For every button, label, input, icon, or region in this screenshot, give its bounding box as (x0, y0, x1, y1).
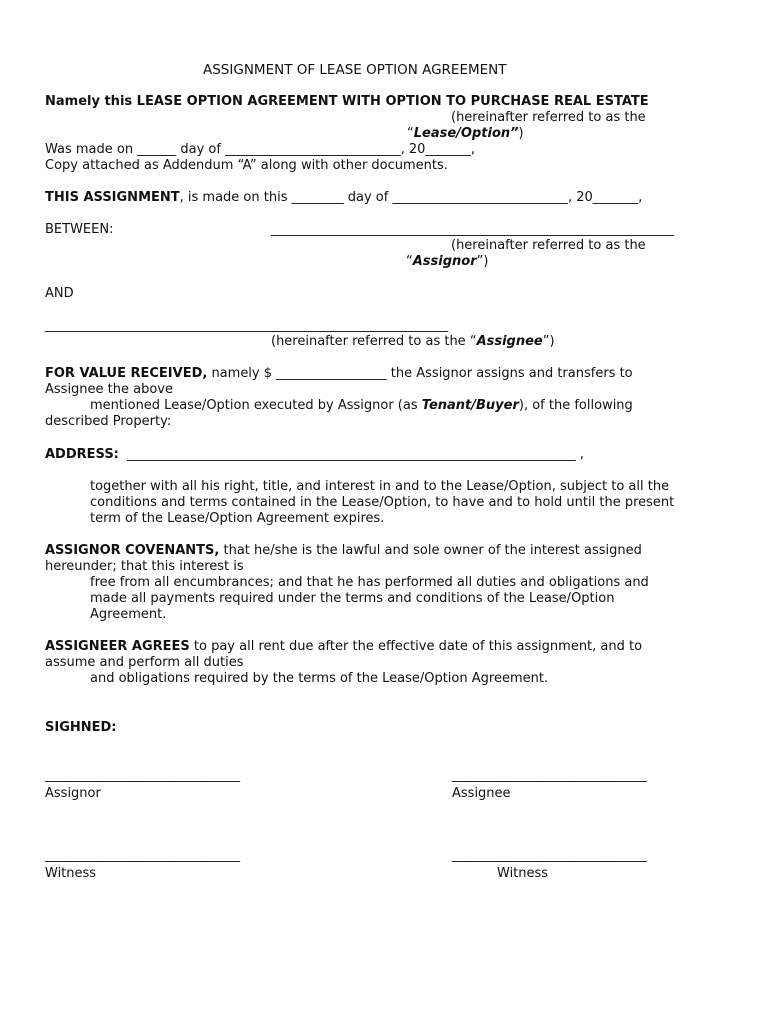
intro-lead: Namely this LEASE OPTION AGREEMENT WITH OPTION TO PURCHASE REAL ESTATE (45, 94, 649, 109)
assignor-signature-line: ______________________________ (45, 768, 240, 783)
together-line: term of the Lease/Option Agreement expires. (90, 511, 385, 526)
assignee-term: Assignee (476, 334, 543, 349)
assignment-line (45, 190, 642, 206)
between-label: BETWEEN: (45, 222, 114, 237)
witness-right-signature-line: ______________________________ (452, 848, 647, 863)
value-received-line-1 (45, 366, 633, 382)
and-label: AND (45, 286, 74, 301)
address-blank: _____________________________________________________________________ , (118, 447, 584, 462)
between-blank: ______________________________________________________________ (271, 222, 674, 237)
open-quote: “ (406, 254, 413, 269)
covenants-text: that he/she is the lawful and sole owner of the interest assigned (219, 543, 642, 558)
assignment-text: , is made on this ________ day of ___________________________, 20_______, (179, 190, 643, 205)
assignor-term: Assignor (412, 254, 477, 269)
value-received-line-2: Assignee the above (45, 382, 174, 397)
witness-left-signature-line: ______________________________ (45, 848, 240, 863)
address-label: ADDRESS: (45, 447, 119, 462)
witness-left-label: Witness (45, 866, 97, 881)
covenants-line-2: hereunder; that this interest is (45, 559, 244, 574)
assignor-signature-label: Assignor (45, 786, 101, 801)
intro-made-on: Was made on ______ day of ___________________________, 20_______, (45, 142, 476, 157)
assignee-blank: ______________________________________________________________ (45, 318, 448, 333)
assignee-term-line (271, 334, 555, 350)
value-received-text-3b: ), of the following (518, 398, 633, 413)
assignor-term-line (406, 254, 488, 270)
covenants-line-5: Agreement. (90, 607, 167, 622)
close-paren: ) (518, 126, 524, 141)
value-received-label: FOR VALUE RECEIVED, (45, 366, 208, 381)
close-quote: ”) (476, 254, 489, 269)
intro-hereinafter: (hereinafter referred to as the (451, 110, 646, 125)
signed-label: SIGHNED: (45, 720, 117, 735)
intro-lease-option-term (407, 126, 524, 142)
agrees-line-3: and obligations required by the terms of the Lease/Option Agreement. (90, 671, 549, 686)
agrees-line-2: assume and perform all duties (45, 655, 244, 670)
covenants-line-4: made all payments required under the terms and conditions of the Lease/Option (90, 591, 615, 606)
value-received-line-4: described Property: (45, 414, 172, 429)
assignment-label: THIS ASSIGNMENT (45, 190, 180, 205)
between-hereinafter: (hereinafter referred to as the (451, 238, 646, 253)
close-quote: ”) (542, 334, 555, 349)
assignee-signature-label: Assignee (452, 786, 511, 801)
address-line (45, 447, 584, 463)
document-title: ASSIGNMENT OF LEASE OPTION AGREEMENT (203, 62, 507, 78)
tenant-buyer-term: Tenant/Buyer (421, 398, 519, 413)
covenants-line-3: free from all encumbrances; and that he has performed all duties and obligations and (90, 575, 649, 590)
value-received-text-3a: mentioned Lease/Option executed by Assignor (as (90, 398, 422, 413)
covenants-label: ASSIGNOR COVENANTS, (45, 543, 220, 558)
together-line: together with all his right, title, and interest in and to the Lease/Option, subject to all the (90, 479, 670, 494)
assignee-prefix: (hereinafter referred to as the “ (271, 334, 477, 349)
lease-option-term: Lease/Option” (413, 126, 519, 141)
witness-right-label: Witness (497, 866, 549, 881)
value-received-text: namely $ _________________ the Assignor assigns and transfers to (207, 366, 633, 381)
agrees-label: ASSIGNEER AGREES (45, 639, 190, 654)
open-quote: “ (407, 126, 414, 141)
assignee-signature-line: ______________________________ (452, 768, 647, 783)
covenants-line-1 (45, 543, 642, 559)
intro-copy-attached: Copy attached as Addendum “A” along with other documents. (45, 158, 448, 173)
agrees-line-1 (45, 639, 642, 655)
value-received-line-3 (90, 398, 633, 414)
agrees-text: to pay all rent due after the effective date of this assignment, and to (189, 639, 643, 654)
together-line: conditions and terms contained in the Lease/Option, to have and to hold until the present (90, 495, 675, 510)
